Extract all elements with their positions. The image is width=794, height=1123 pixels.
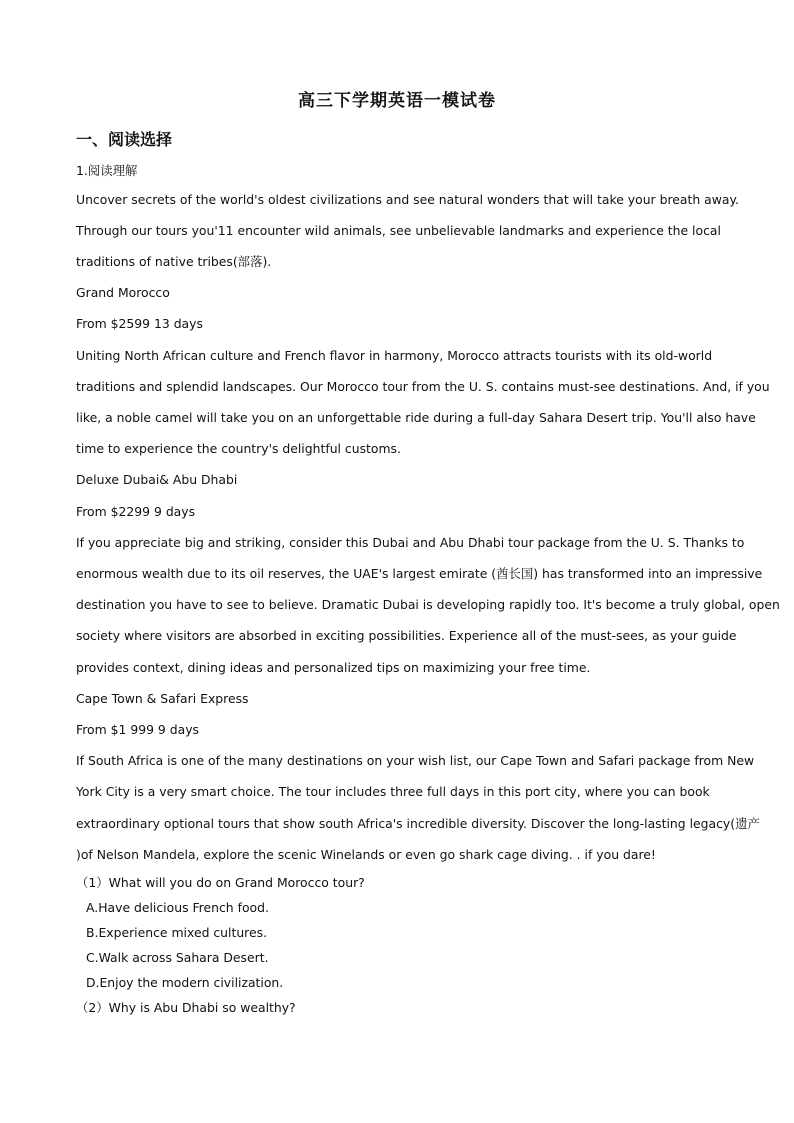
question-1-option-a: A.Have delicious French food. <box>86 900 269 915</box>
capetown-line: York City is a very smart choice. The tour includes three full days in this port city, where you can book <box>76 784 710 799</box>
question-1-option-b: B.Experience mixed cultures. <box>86 925 268 940</box>
morocco-line: like, a noble camel will take you on an unforgettable ride during a full-day Sahara Desert trip. You'll also have <box>76 410 756 425</box>
morocco-line: traditions and splendid landscapes. Our Morocco tour from the U. S. contains must-see destinations. And, if you <box>76 379 770 394</box>
tour-name-dubai: Deluxe Dubai& Abu Dhabi <box>76 472 238 487</box>
capetown-line: )of Nelson Mandela, explore the scenic Winelands or even go shark cage diving. . if you dare! <box>76 847 656 862</box>
dubai-line: enormous wealth due to its oil reserves, the UAE's largest emirate (酋长国) has transformed into an impressive <box>76 566 763 581</box>
tour-price-dubai: From $2299 9 days <box>76 504 196 519</box>
question-1-option-d: D.Enjoy the modern civilization. <box>86 975 284 990</box>
morocco-line: Uniting North African culture and French flavor in harmony, Morocco attracts tourists with its old-world <box>76 348 713 363</box>
dubai-line: provides context, dining ideas and personalized tips on maximizing your free time. <box>76 660 591 675</box>
dubai-line: If you appreciate big and striking, consider this Dubai and Abu Dhabi tour package from the U. S. Thanks to <box>76 535 745 550</box>
tour-name-morocco: Grand Morocco <box>76 285 170 300</box>
subheading: 1.阅读理解 <box>76 163 138 178</box>
intro-line: traditions of native tribes(部落). <box>76 254 272 269</box>
intro-line: Through our tours you'11 encounter wild animals, see unbelievable landmarks and experience the local <box>76 223 721 238</box>
question-1-option-c: C.Walk across Sahara Desert. <box>86 950 269 965</box>
tour-name-capetown: Cape Town & Safari Express <box>76 691 249 706</box>
capetown-line: extraordinary optional tours that show south Africa's incredible diversity. Discover the long-lasting legacy(遗产 <box>76 816 760 831</box>
morocco-line: time to experience the country's delightful customs. <box>76 441 401 456</box>
capetown-line: If South Africa is one of the many destinations on your wish list, our Cape Town and Safari package from New <box>76 753 755 768</box>
tour-price-capetown: From $1 999 9 days <box>76 722 199 737</box>
dubai-line: society where visitors are absorbed in exciting possibilities. Experience all of the must-sees, as your guide <box>76 628 737 643</box>
question-2: （2）Why is Abu Dhabi so wealthy? <box>76 1000 296 1015</box>
question-1: （1）What will you do on Grand Morocco tour? <box>76 875 365 890</box>
tour-price-morocco: From $2599 13 days <box>76 316 203 331</box>
section-heading: 一、阅读选择 <box>76 130 173 149</box>
dubai-line: destination you have to see to believe. Dramatic Dubai is developing rapidly too. It's become a truly global, open <box>76 597 780 612</box>
page-title: 高三下学期英语一模试卷 <box>298 91 496 111</box>
intro-line: Uncover secrets of the world's oldest civilizations and see natural wonders that will take your breath away. <box>76 192 739 207</box>
